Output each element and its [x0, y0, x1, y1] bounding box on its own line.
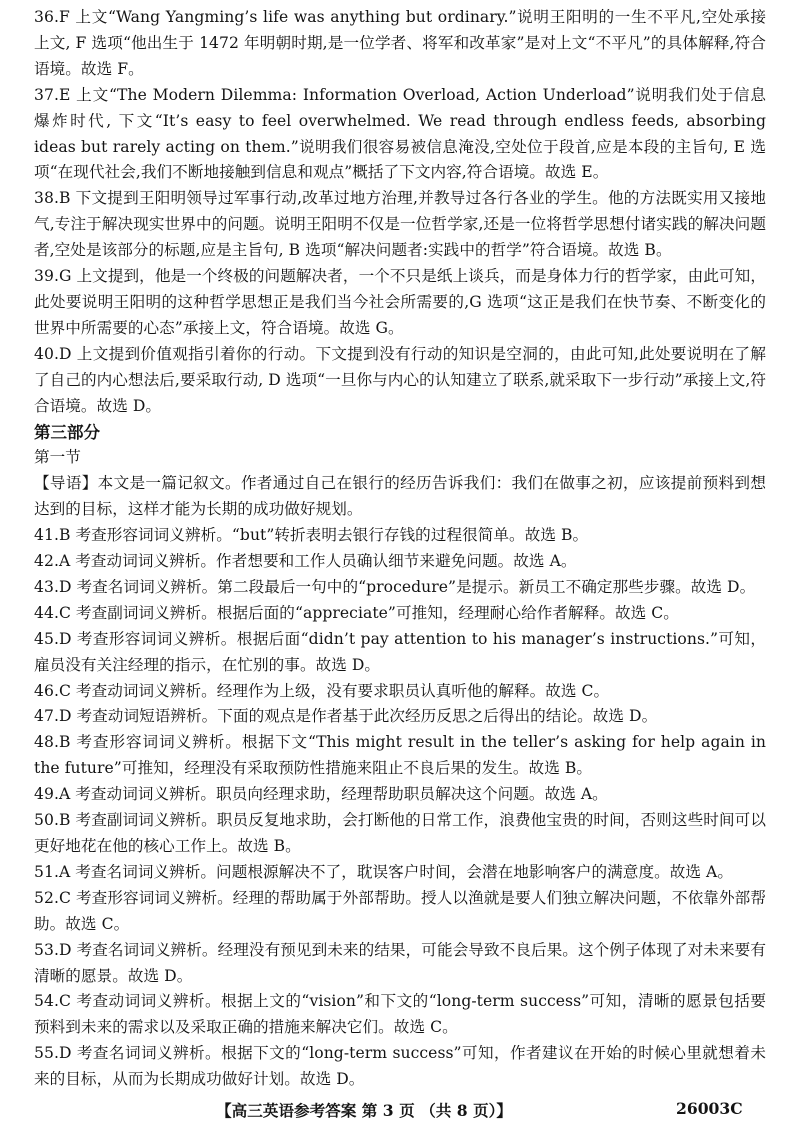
- answer-45: 45.D 考查形容词词义辨析。根据后面“didn’t pay attention to his manager’s instructions.”可知，雇员没有关注经理的指示，在忙别的事。故选 D。: [34, 629, 766, 674]
- answer-36: 36.F 上文“Wang Yangming’s life was anything but ordinary.”说明王阳明的一生不平凡,空处承接上文, F 选项“他出生于 1472 年明朝时期,是一位学者、将军和改革家”是对上文“不平凡”的具体解释,符合语境。故选 F。: [34, 8, 766, 78]
- answer-46: 46.C 考查动词词义辨析。经理作为上级，没有要求职员认真听他的解释。故选 C。: [34, 681, 610, 700]
- answer-47: 47.D 考查动词短语辨析。下面的观点是作者基于此次经历反思之后得出的结论。故选 D。: [34, 707, 658, 726]
- footer-doc-code: 26003C: [676, 1099, 743, 1118]
- answer-50: 50.B 考查副词词义辨析。职员反复地求助，会打断他的日常工作，浪费他宝贵的时间，否则这些时间可以更好地花在他的核心工作上。故选 B。: [34, 811, 766, 855]
- answer-52: 52.C 考查形容词词义辨析。经理的帮助属于外部帮助。授人以渔就是要人们独立解决问题，不依靠外部帮助。故选 C。: [34, 888, 766, 933]
- part-three-heading: 第三部分: [34, 422, 100, 442]
- answer-48: 48.B 考查形容词词义辨析。根据下文“This might result in the teller’s asking for help again in the future”可推知，经理没有采取预防性措施来阻止不良后果的发生。故选 B。: [34, 733, 766, 778]
- answer-43: 43.D 考查名词词义辨析。第二段最后一句中的“procedure”是提示。新员工不确定那些步骤。故选 D。: [34, 577, 756, 596]
- answer-54: 54.C 考查动词词义辨析。根据上文的“vision”和下文的“long-term success”可知，清晰的愿景包括要预料到未来的需求以及采取正确的措施来解决它们。故选 C。: [34, 992, 766, 1037]
- answer-44: 44.C 考查副词词义辨析。根据后面的“appreciate”可推知，经理耐心给作者解释。故选 C。: [34, 603, 679, 622]
- answer-49: 49.A 考查动词词义辨析。职员向经理求助，经理帮助职员解决这个问题。故选 A。: [34, 785, 608, 804]
- footer-page-info: 【高三英语参考答案 第 3 页 （共 8 页）】: [216, 1101, 512, 1120]
- page-footer: [0, 1099, 800, 1127]
- answer-37: 37.E 上文“The Modern Dilemma: Information Overload, Action Underload”说明我们处于信息爆炸时代, 下文“It’s easy to feel overwhelmed. We read through endless feeds, absorbing ideas but rarely acting on them.”说明我们很容易被信息淹没,空处位于段首,应是本段的主旨句, E 选项“在现代社会,我们不断地接触到信息和观点”概括了下文内容,符合语境。故选 E。: [34, 85, 766, 182]
- answer-38: 38.B 下文提到王阳明领导过军事行动,改革过地方治理,并教导过各行各业的学生。他的方法既实用又接地气,专注于解决现实世界中的问题。说明王阳明不仅是一位哲学家,还是一位将哲学思想付诸实践的解决问题者,空处是该部分的标题,应是主旨句, B 选项“解决问题者:实践中的哲学”符合语境。故选 B。: [34, 189, 766, 260]
- answer-41: 41.B 考查形容词词义辨析。“but”转折表明去银行存钱的过程很简单。故选 B。: [34, 526, 589, 545]
- guide-paragraph: 【导语】本文是一篇记叙文。作者通过自己在银行的经历告诉我们：我们在做事之初，应该提前预料到想达到的目标，这样才能为长期的成功做好规划。: [34, 474, 766, 519]
- answer-51: 51.A 考查名词词义辨析。问题根源解决不了，耽误客户时间，会潜在地影响客户的满意度。故选 A。: [34, 862, 733, 881]
- answer-55: 55.D 考查名词词义辨析。根据下文的“long-term success”可知，作者建议在开始的时候心里就想着未来的目标，从而为长期成功做好计划。故选 D。: [34, 1044, 766, 1089]
- answer-39: 39.G 上文提到，他是一个终极的问题解决者，一个不只是纸上谈兵，而是身体力行的哲学家，由此可知，此处要说明王阳明的这种哲学思想正是我们当今社会所需要的,G 选项“这正是我们在快节奏、不断变化的世界中所需要的心态”承接上文，符合语境。故选 G。: [34, 267, 766, 337]
- section-one-heading: 第一节: [34, 448, 81, 467]
- answer-40: 40.D 上文提到价值观指引着你的行动。下文提到没有行动的知识是空洞的，由此可知,此处要说明在了解了自己的内心想法后,要采取行动, D 选项“一旦你与内心的认知建立了联系,就采取下一步行动”承接上文,符合语境。故选 D。: [34, 344, 766, 415]
- answer-53: 53.D 考查名词词义辨析。经理没有预见到未来的结果，可能会导致不良后果。这个例子体现了对未来要有清晰的愿景。故选 D。: [34, 940, 766, 985]
- answer-42: 42.A 考查动词词义辨析。作者想要和工作人员确认细节来避免问题。故选 A。: [34, 552, 577, 571]
